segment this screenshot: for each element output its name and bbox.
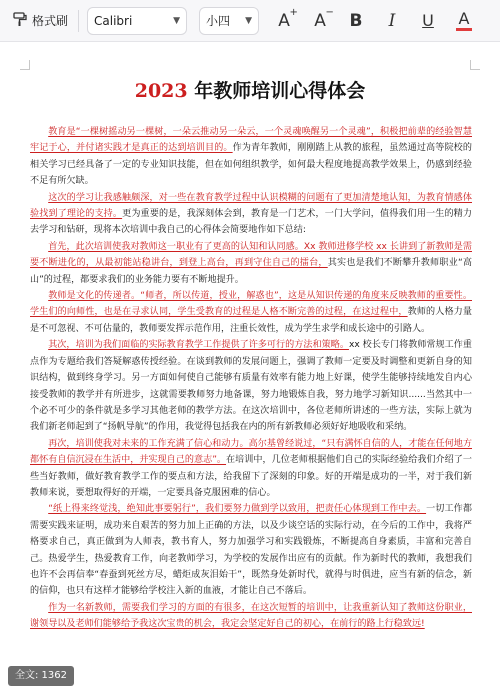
format-painter-icon (12, 11, 28, 30)
font-family-select[interactable] (87, 7, 187, 35)
decrease-font-icon: A − (314, 6, 334, 31)
format-painter-button[interactable] (8, 6, 72, 36)
text-run: 其实也是我们不断攀升教师职业“高山”的过程，都要求我们的业务能力要有不断地提升。 (30, 258, 472, 285)
paragraph (30, 337, 472, 435)
increase-font-button[interactable] (267, 6, 301, 36)
document-page[interactable] (0, 42, 500, 694)
title-year: 2023 (134, 80, 188, 102)
underline-button[interactable] (411, 6, 445, 36)
paragraph (30, 124, 472, 190)
document-title (0, 76, 500, 103)
highlighted-text-run: 再次，培训使我对未来的工作充满了信心和动力。高尔基曾经说过，“只有满怀自信的人，才能在任何地方都怀有自信沉浸在生活中，并实现自己的意志”。 (30, 438, 472, 466)
highlighted-text-run: 作为一名新教师，需要我们学习的方面的有很多，在这次短暂的培训中，让我重新认知了教师这份职业，谢领导以及老师们能够给予我这次宝贵的机会，我定会坚定好自己的初心，在前行的路上行稳致远! (30, 602, 472, 630)
highlighted-text-run: 首先，此次培训使我对教师这一职业有了更高的认知和认同感。Xx 教师进修学校 xx 长讲到了新教师是需要不断进化的，从最初能站稳讲台，到登上高台，再到守住自己的擂台， (30, 241, 472, 269)
font-size-select[interactable] (199, 7, 259, 35)
font-color-icon (456, 8, 472, 31)
chevron-down-icon: ▼ (245, 15, 253, 26)
highlighted-text-run: 教育是“一棵树摇动另一棵树，一朵云推动另一朵云，一个灵魂唤醒另一个灵魂”，积极把前辈的经验智慧牢记于心，并付诸实践才是真正的达到培训目的。 (30, 127, 472, 154)
font-size-value: 小四 (206, 14, 231, 28)
italic-button[interactable] (375, 6, 409, 36)
underline-icon: U (422, 11, 434, 30)
paragraph (30, 288, 472, 337)
paragraph (30, 600, 472, 633)
document-body[interactable] (30, 124, 472, 633)
text-run: 教师的人格力量是不可忽视、不可估量的，教师要发挥示范作用，注重长效性，成为学生求学和成长途中的引路人。 (30, 307, 472, 334)
paragraph (30, 239, 472, 288)
bold-icon: B (349, 10, 363, 31)
text-run: 更为重要的是，我深刻体会到，教育是一门艺术，一门大学问，值得我们用一生的精力去学习和钻研，现将本次培训中我自己的心得体会简要地作如下总结: (30, 209, 472, 236)
increase-font-icon: A + (278, 6, 298, 31)
increase-font-letter: A (278, 10, 290, 31)
formatting-toolbar (0, 0, 500, 42)
title-text: 年教师培训心得体会 (187, 80, 366, 102)
toolbar-divider (78, 10, 79, 32)
paragraph (30, 190, 472, 239)
highlighted-text-run: 其次，培训为我们面临的实际教育教学工作提供了许多可行的方法和策略。 (48, 340, 349, 351)
text-run: 在培训中，几位老师根据他们自己的实际经验给我们介绍了一些当好教师，做好教育教学工作的要点和方法，给我留下了深刻的印象。好的开端是成功的一半，对于我们新教师来说，要想取得好的开端，一定要具备克服困难的信心。 (30, 455, 472, 498)
text-run: xx 校长专门将教师常规工作重点作为专题给我们答疑解惑传授经验。在谈到教师的发展问题上，强调了教师一定要及时调整和更新自身的知识结构，做到终身学习。另一方面如何使自己能够有质量有效率有能力地上好课，使学生能够持续地发自内心接受教师的教学并有所进步，这就需要教师努力地备课，努力地锻炼自我，努力地学习新知识......当然其中一个必不可少的条件就是多学习其他老师的教学方法。在这次培训中，各位老师所讲述的一些方法，实际上就为我们新老师起到了“扬帆导航”的作用，我觉得包括我在内的所有新教师必须好好地吸收和采纳。 (30, 340, 472, 433)
italic-icon: I (388, 10, 396, 31)
paragraph (30, 501, 472, 599)
chevron-down-icon: ▼ (173, 15, 181, 26)
highlighted-text-run: 教师是文化的传递者。“师者，所以传道，授业，解惑也”，这是从知识传递的角度来反映教师的重要性。学生们的向师性，也是在寻求认同，学生受教育的过程是人格不断完善的过程，在这过程中， (30, 291, 472, 318)
page-corner-mark (470, 60, 480, 70)
decrease-font-letter: A (314, 10, 326, 31)
decrease-font-button[interactable] (303, 6, 337, 36)
word-count-badge: 全文: 1362 (8, 666, 74, 686)
font-color-swatch (456, 28, 472, 31)
page-corner-mark (20, 60, 30, 70)
text-run: 一切工作都需要实践来证明，成功来自艰苦的努力加上正确的方法，以及少谈空话的实际行动，在今后的工作中，我将严格要求自己，真正做到为人师表，教书育人，努力加强学习和实践锻炼，不断提高自身素质，丰富和完善自己。热爱学生，热爱教育工作，向老教师学习，为学校的发展作出应有的贡献。作为新时代的教师，我想我们也许不会再信奉“春蚕到死丝方尽，蜡炬成灰泪始干”，既然身处新时代，就得与时俱进，应当有新的信念，新的信仰，也只有这样才能够给学校注入新的血液，才能让自己不落后。 (30, 504, 472, 597)
highlighted-text-run: “纸上得来终觉浅，绝知此事要躬行”，我们要努力做到学以致用，把责任心体现到工作中去。 (48, 504, 427, 515)
paragraph (30, 436, 472, 502)
font-color-button[interactable] (447, 6, 481, 36)
format-painter-label: 格式刷 (32, 14, 69, 28)
font-family-value: Calibri (94, 13, 133, 28)
highlighted-text-run: 这次的学习让我感触颇深，对一些在教育教学过程中认识模糊的问题有了更加清楚地认知，为教育情感体验找到了理论的支持。 (30, 192, 472, 220)
font-color-letter: A (458, 8, 470, 28)
bold-button[interactable] (339, 6, 373, 36)
text-run: 作为青年教师，刚刚踏上从教的旅程，虽然通过高等院校的相关学习已经具备了一定的专业知识技能，但在如何组织教学，如何最大程度地提高教学效果上，仍感到经验不足有所欠缺。 (30, 143, 472, 187)
